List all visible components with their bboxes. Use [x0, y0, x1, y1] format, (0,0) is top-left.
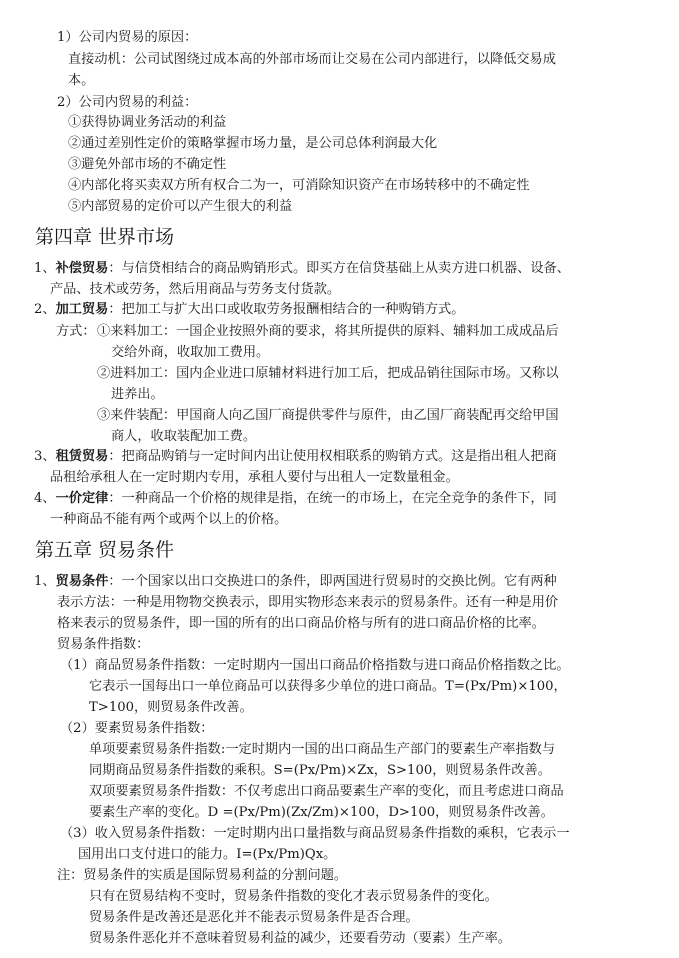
term: 一价定律	[55, 491, 109, 506]
item-number: 1、	[34, 574, 56, 589]
ch4-item-4	[34, 489, 557, 509]
definition: ：一个国家以出口交换进口的条件，即两国进行贸易时的交换比例。它有两种	[108, 574, 557, 589]
chapter-4-title: 第四章 世界市场	[35, 226, 175, 248]
term: 加工贸易	[55, 302, 109, 317]
income-index-line-2: 国用出口支付进口的能力。I=(Px/Pm)Qx。	[78, 847, 337, 862]
term: 贸易条件	[55, 574, 109, 589]
item-number: 4、	[34, 491, 56, 506]
reason-body-line-1: 直接动机：公司试图绕过成本高的外部市场而让交易在公司内部进行，以降低交易成	[68, 52, 556, 67]
income-index-line-1: （3）收入贸易条件指数：一定时期内出口量指数与商品贸易条件指数的乘积，它表示一	[60, 826, 570, 841]
definition: ：把加工与扩大出口或收取劳务报酬相结合的一种购销方式。	[108, 302, 465, 317]
method-3-line-2: 商人，收取装配加工费。	[111, 429, 257, 444]
benefit-item: ②通过差别性定价的策略掌握市场力量，是公司总体利润最大化	[68, 136, 438, 151]
commodity-index-line-2: 它表示一国每出口一单位商品可以获得多少单位的进口商品。T=(Px/Pm)×100，	[89, 679, 567, 694]
method-label: 方式：	[56, 324, 96, 339]
note-line: 注：贸易条件的实质是国际贸易利益的分割问题。	[57, 868, 348, 883]
factor-index-line: 单项要素贸易条件指数:一定时期内一国的出口商品生产部门的要素生产率指数与	[89, 742, 556, 757]
ch4-item-3	[34, 447, 557, 467]
index-heading: 贸易条件指数：	[57, 637, 150, 652]
definition: ：把商品购销与一定时间内出让使用权相联系的购销方式。这是指出租人把商	[108, 449, 557, 464]
commodity-index-line-1: （1）商品贸易条件指数：一定时期内一国出口商品价格指数与进口商品价格指数之比。	[60, 658, 570, 673]
note-line: 贸易条件恶化并不意味着贸易利益的减少，还要看劳动（要素）生产率。	[89, 931, 511, 946]
ch5-line: 表示方法：一种是用物物交换表示，即用实物形态来表示的贸易条件。还有一种是用价	[57, 595, 559, 610]
item-number: 3、	[34, 449, 56, 464]
definition: ：与信贷相结合的商品购销形式。即买方在信贷基础上从卖方进口机器、设备、	[108, 261, 570, 276]
factor-index-line: 要素生产率的变化。D =(Px/Pm)(Zx/Zm)×100，D>100，则贸易条件改善。	[89, 805, 554, 820]
term: 租赁贸易	[55, 449, 109, 464]
method-1-line-2: 交给外商，收取加工费用。	[111, 345, 270, 360]
note-line: 只有在贸易结构不变时，贸易条件指数的变化才表示贸易条件的变化。	[89, 889, 498, 904]
method-2-line-2: 进养出。	[111, 387, 164, 402]
benefit-item: ①获得协调业务活动的利益	[68, 115, 227, 130]
commodity-index-line-3: T>100，则贸易条件改善。	[89, 700, 253, 715]
ch4-item-2	[34, 300, 464, 320]
note-line: 贸易条件是改善还是恶化并不能表示贸易条件是否合理。	[89, 910, 419, 925]
ch5-item-1	[34, 572, 557, 592]
ch5-line: 格来表示的贸易条件，即一国的所有的出口商品价格与所有的进口商品价格的比率。	[57, 616, 545, 631]
ch4-item-1	[34, 259, 570, 279]
method-2-line-1: ②进料加工：国内企业进口原辅材料进行加工后，把成品销往国际市场。又称以	[97, 366, 559, 381]
item-number: 1、	[34, 261, 56, 276]
method-1-line-1: ①来料加工：一国企业按照外商的要求，将其所提供的原料、辅料加工成成品后	[97, 324, 559, 339]
reason-body-line-2: 本。	[68, 73, 95, 88]
ch4-item-4-cont: 一种商品不能有两个或两个以上的价格。	[50, 512, 288, 527]
factor-index-line: 同期商品贸易条件指数的乘积。S=(Px/Pm)×Zx，S>100，则贸易条件改善。	[89, 763, 551, 778]
benefit-item: ④内部化将买卖双方所有权合二为一，可消除知识资产在市场转移中的不确定性	[68, 178, 530, 193]
benefit-heading: 2）公司内贸易的利益：	[57, 95, 198, 110]
definition: ：一种商品一个价格的规律是指，在统一的市场上，在完全竞争的条件下，同	[108, 491, 557, 506]
method-3-line-1: ③来件装配：甲国商人向乙国厂商提供零件与原件，由乙国厂商装配再交给甲国	[97, 408, 559, 423]
term: 补偿贸易	[55, 261, 109, 276]
benefit-item: ③避免外部市场的不确定性	[68, 157, 227, 172]
benefit-item: ⑤内部贸易的定价可以产生很大的利益	[68, 199, 293, 214]
factor-index-line: 双项要素贸易条件指数：不仅考虑出口商品要素生产率的变化，而且考虑进口商品	[89, 784, 564, 799]
item-number: 2、	[34, 302, 56, 317]
ch4-item-3-cont: 品租给承租人在一定时期内专用，承租人要付与出租人一定数量租金。	[50, 470, 459, 485]
chapter-5-title: 第五章 贸易条件	[35, 539, 175, 561]
ch4-item-1-cont: 产品、技术或劳务，然后用商品与劳务支付货款。	[50, 282, 341, 297]
reason-heading: 1）公司内贸易的原因：	[57, 30, 198, 45]
factor-index-heading: （2）要素贸易条件指数：	[60, 721, 214, 736]
